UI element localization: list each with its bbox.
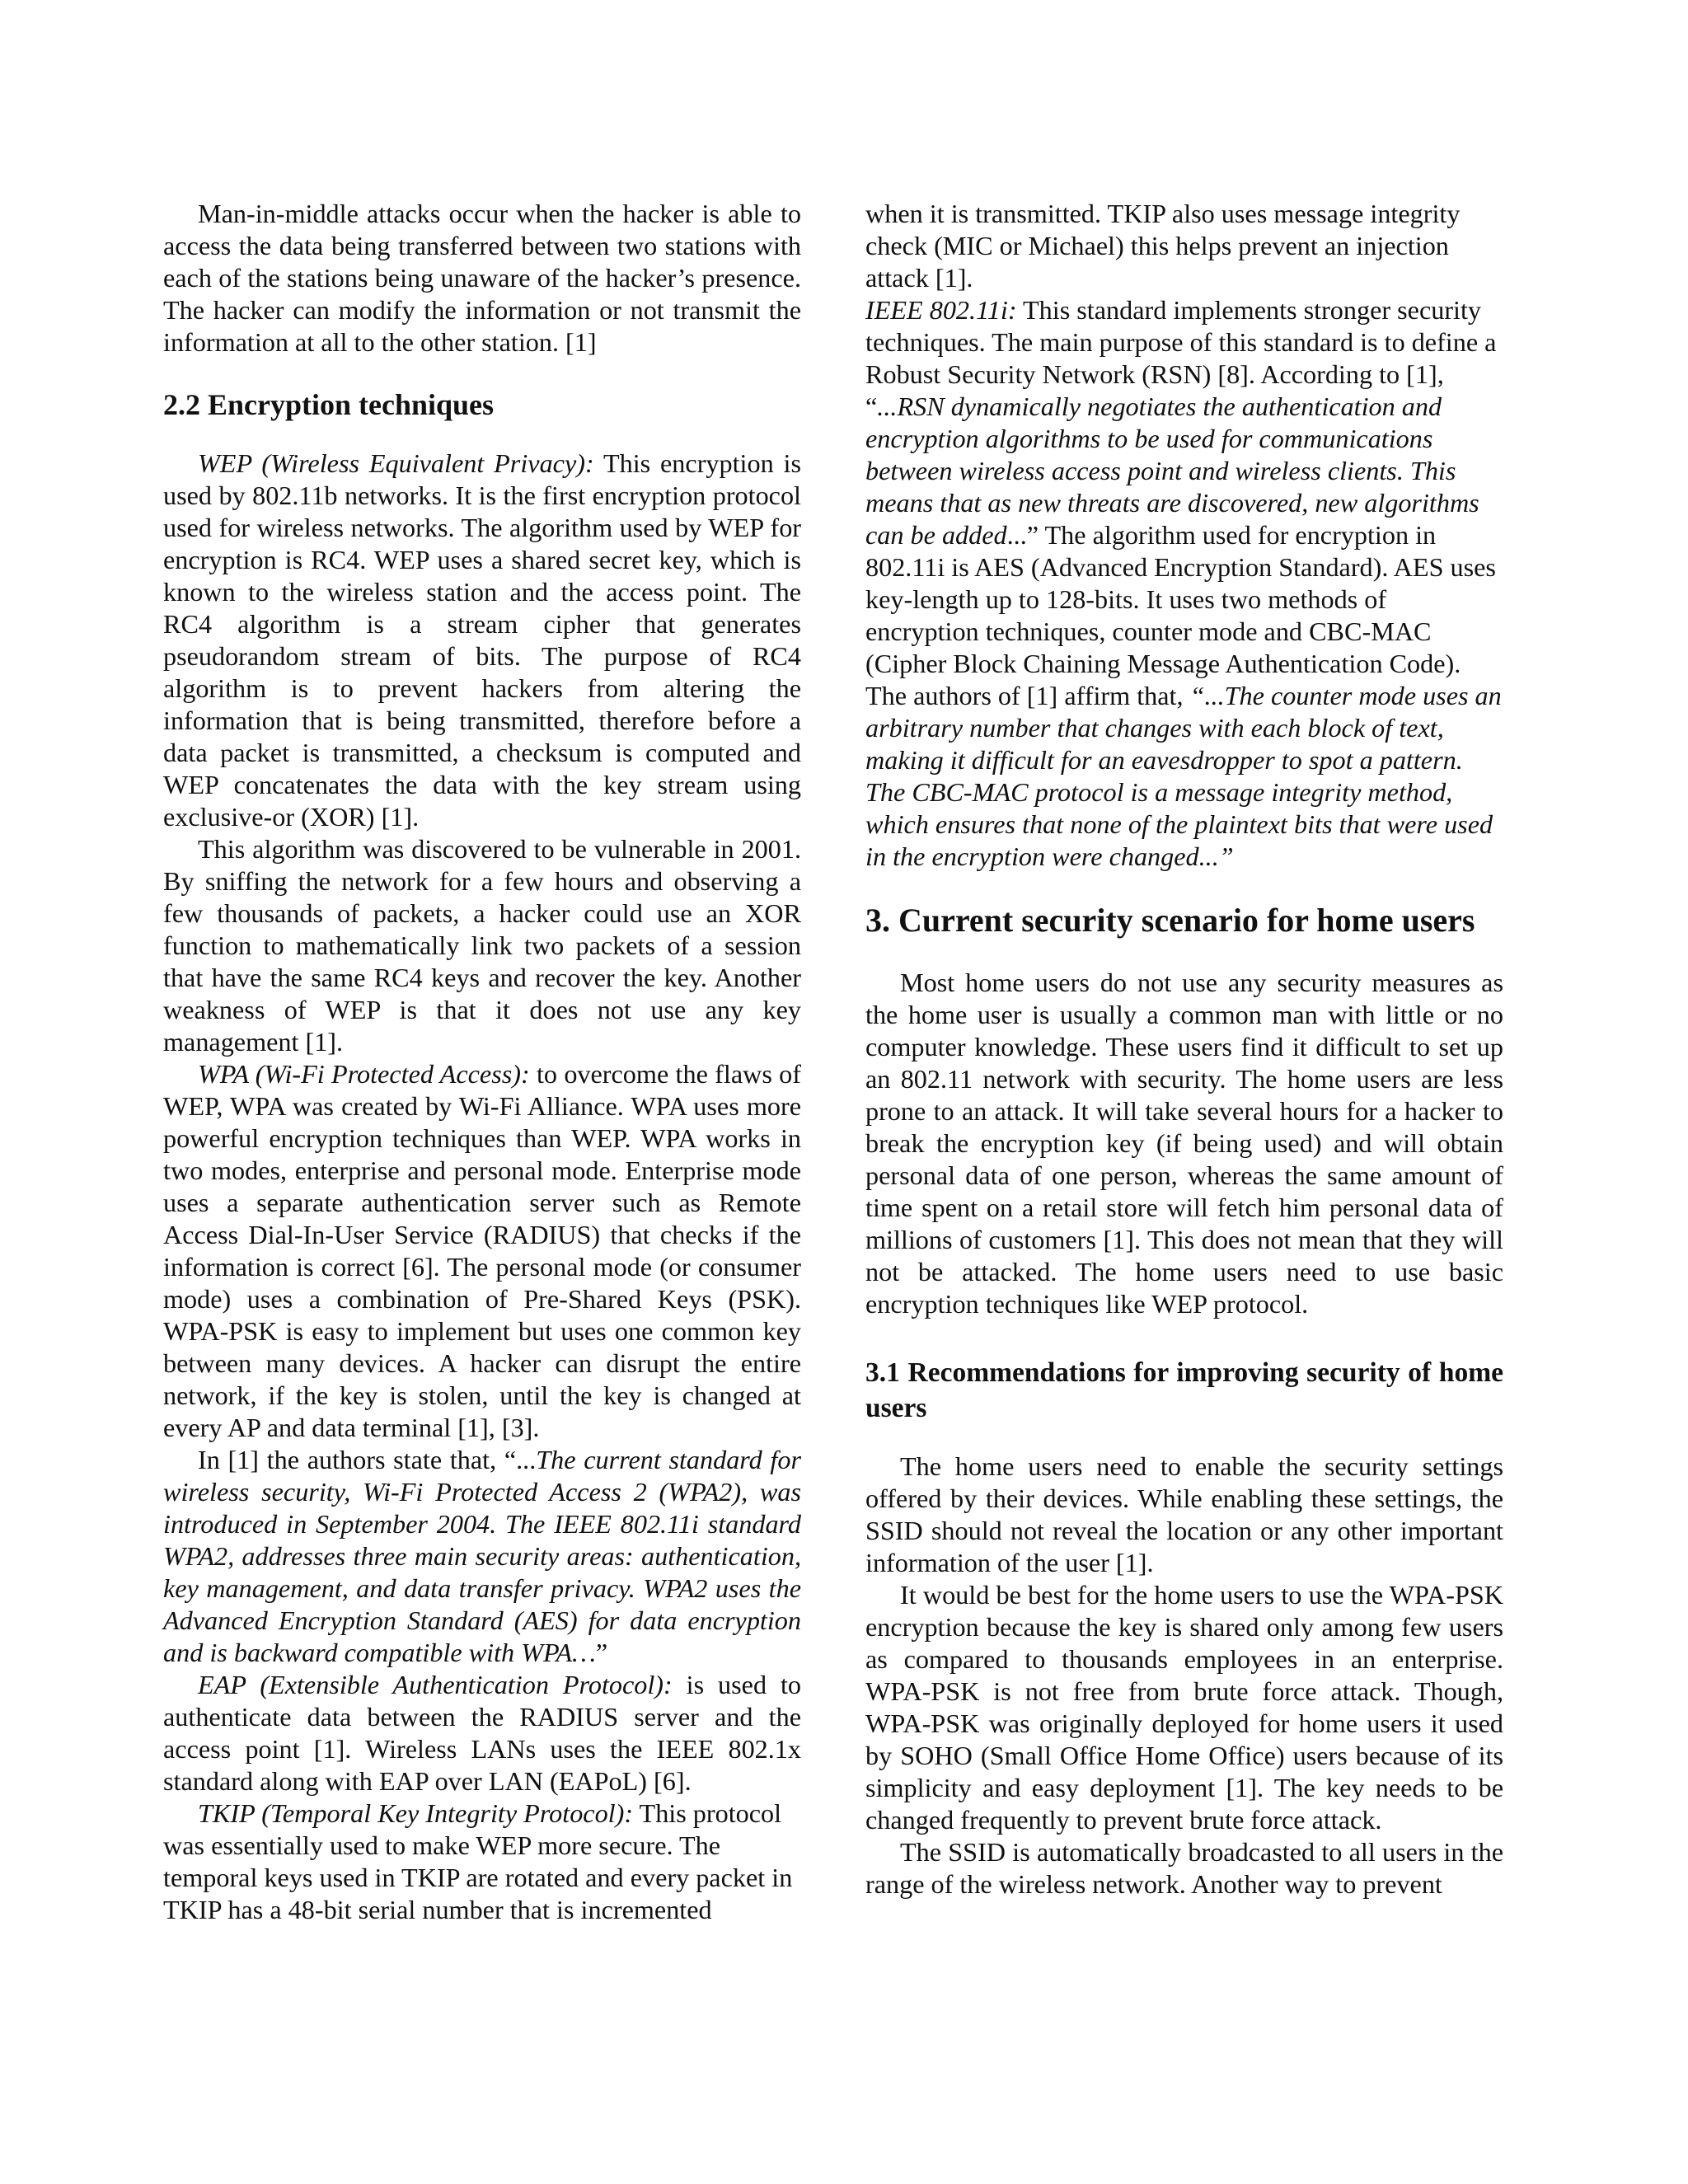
paragraph-wep bbox=[163, 448, 801, 833]
paragraph-wpa2-quote bbox=[163, 1444, 801, 1669]
term-wep: WEP (Wireless Equivalent Privacy): bbox=[198, 448, 594, 478]
paragraph-ssid: The SSID is automatically broadcasted to all users in the range of the wireless network. Another way to prevent bbox=[865, 1837, 1503, 1899]
section-heading-2-2: 2.2 Encryption techniques bbox=[163, 388, 495, 421]
quote-wpa2: The current standard for wireless security, Wi-Fi Protected Access 2 (WPA2), was introduced in September 2004. The IEEE 802.11i standard WPA2, addresses three main security areas: authentication, key management, and data transfer privacy. WPA2 uses the Advanced Encryption Standard (AES) for data encryption and is backward compatible with WPA… bbox=[163, 1445, 801, 1667]
paragraph-home-users: Most home users do not use any security measures as the home user is usually a common man with little or no computer knowledge. These users find it difficult to set up an 802.11 network with security. The home users are less prone to an attack. It will take several hours for a hacker to break the encryption key (if being used) and will obtain personal data of one person, whereas the same amount of time spent on a retail store will fetch him personal data of millions of customers [1]. This does not mean that they will not be attacked. The home users need to use basic encryption techniques like WEP protocol. bbox=[865, 968, 1503, 1319]
text-wpa: to overcome the flaws of WEP, WPA was created by Wi-Fi Alliance. WPA uses more powerful encryption techniques than WEP. WPA works in two modes, enterprise and personal mode. Enterprise mode uses a separate authentication server such as Remote Access Dial-In-User Service (RADIUS) that checks if the information is correct [6]. The personal mode (or consumer mode) uses a combination of Pre-Shared Keys (PSK). WPA-PSK is easy to implement but uses one common key between many devices. A hacker can disrupt the entire network, if the key is stolen, until the key is changed at every AP and data terminal [1], [3]. bbox=[163, 1059, 801, 1442]
text-ieee-2: ...” The algorithm used for encryption in 802.11i is AES (Advanced Encryption Standard). AES uses key-length up to 128-bits. It uses two methods of encryption techniques, counter mode and CBC-MAC (Cipher Block Chaining Message Authentication Code). The authors of [1] affirm that, bbox=[865, 520, 1496, 710]
text-ieee-1: This standard implements stronger security techniques. The main purpose of this standard is to define a Robust Security Network (RSN) [8]. According to [1], “ bbox=[865, 295, 1497, 421]
paragraph-wpa bbox=[163, 1058, 801, 1444]
paragraph-wpa-psk: It would be best for the home users to use the WPA-PSK encryption because the key is shared only among few users as compared to thousands employees in an enterprise. WPA-PSK is not free from brute force attack. Though, WPA-PSK was originally deployed for home users it used by SOHO (Small Office Home Office) users because of its simplicity and easy deployment [1]. The key needs to be changed frequently to prevent brute force attack. bbox=[865, 1580, 1503, 1835]
term-wpa: WPA (Wi-Fi Protected Access): bbox=[198, 1059, 530, 1089]
term-tkip: TKIP (Temporal Key Integrity Protocol): bbox=[198, 1798, 634, 1828]
paragraph-wep-vulnerability: This algorithm was discovered to be vulnerable in 2001. By sniffing the network for a few hours and observing a few thousands of packets, a hacker could use an XOR function to mathematically link two packets of a session that have the same RC4 keys and recover the key. Another weakness of WEP is that it does not use any key management [1]. bbox=[163, 834, 801, 1057]
paragraph-man-in-middle: Man-in-middle attacks occur when the hacker is able to access the data being transferred between two stations with each of the stations being unaware of the hacker’s presence. The hacker can modify the information or not transmit the information at all to the other station. [1] bbox=[163, 199, 801, 357]
left-column bbox=[163, 198, 801, 1926]
text-wep: This encryption is used by 802.11b networks. It is the first encryption protocol used for wireless networks. The algorithm used by WEP for encryption is RC4. WEP uses a shared secret key, which is known to the wireless station and the access point. The RC4 algorithm is a stream cipher that generates pseudorandom stream of bits. The purpose of RC4 algorithm is to prevent hackers from altering the information that is being transmitted, therefore before a data packet is transmitted, a checksum is computed and WEP concatenates the data with the key stream using exclusive-or (XOR) [1]. bbox=[163, 448, 801, 832]
text-wpa2-lead: In [1] the authors state that, “... bbox=[198, 1445, 537, 1474]
section-heading-3-1: 3.1 Recommendations for improving security of home users bbox=[865, 1357, 1503, 1423]
text-tkip: This protocol was essentially used to make WEP more secure. The temporal keys used in TKIP are rotated and every packet in TKIP has a 48-bit serial number that is incremented bbox=[163, 1798, 793, 1924]
paragraph-tkip-continued: when it is transmitted. TKIP also uses message integrity check (MIC or Michael) this helps prevent an injection attack [1]. bbox=[865, 199, 1461, 293]
term-ieee-802-11i: IEEE 802.11i: bbox=[865, 295, 1017, 325]
right-column bbox=[865, 198, 1503, 1900]
section-heading-3: 3. Current security scenario for home users bbox=[865, 902, 1475, 939]
text-eap: is used to authenticate data between the RADIUS server and the access point [1]. Wireless LANs uses the IEEE 802.1x standard along with EAP over LAN (EAPoL) [6]. bbox=[163, 1670, 801, 1796]
paragraph-enable-security: The home users need to enable the security settings offered by their devices. While enabling these settings, the SSID should not reveal the location or any other important information of the user [1]. bbox=[865, 1451, 1503, 1577]
paragraph-tkip bbox=[163, 1797, 801, 1926]
text-wpa2-close: ” bbox=[595, 1638, 608, 1667]
paragraph-eap bbox=[163, 1669, 801, 1797]
paragraph-ieee-802-11i bbox=[865, 294, 1503, 873]
term-eap: EAP (Extensible Authentication Protocol): bbox=[198, 1670, 673, 1699]
quote-rsn: ...RSN dynamically negotiates the authentication and encryption algorithms to be used for communications between wireless access point and wireless clients. This means that as new threats are discovered, new algorithms can be added bbox=[865, 391, 1479, 550]
quote-counter-mode: “...The counter mode uses an arbitrary number that changes with each block of text, making it difficult for an eavesdropper to spot a pattern. The CBC-MAC protocol is a message integrity method, which ensures that none of the plaintext bits that were used in the encryption were changed...” bbox=[865, 681, 1502, 871]
